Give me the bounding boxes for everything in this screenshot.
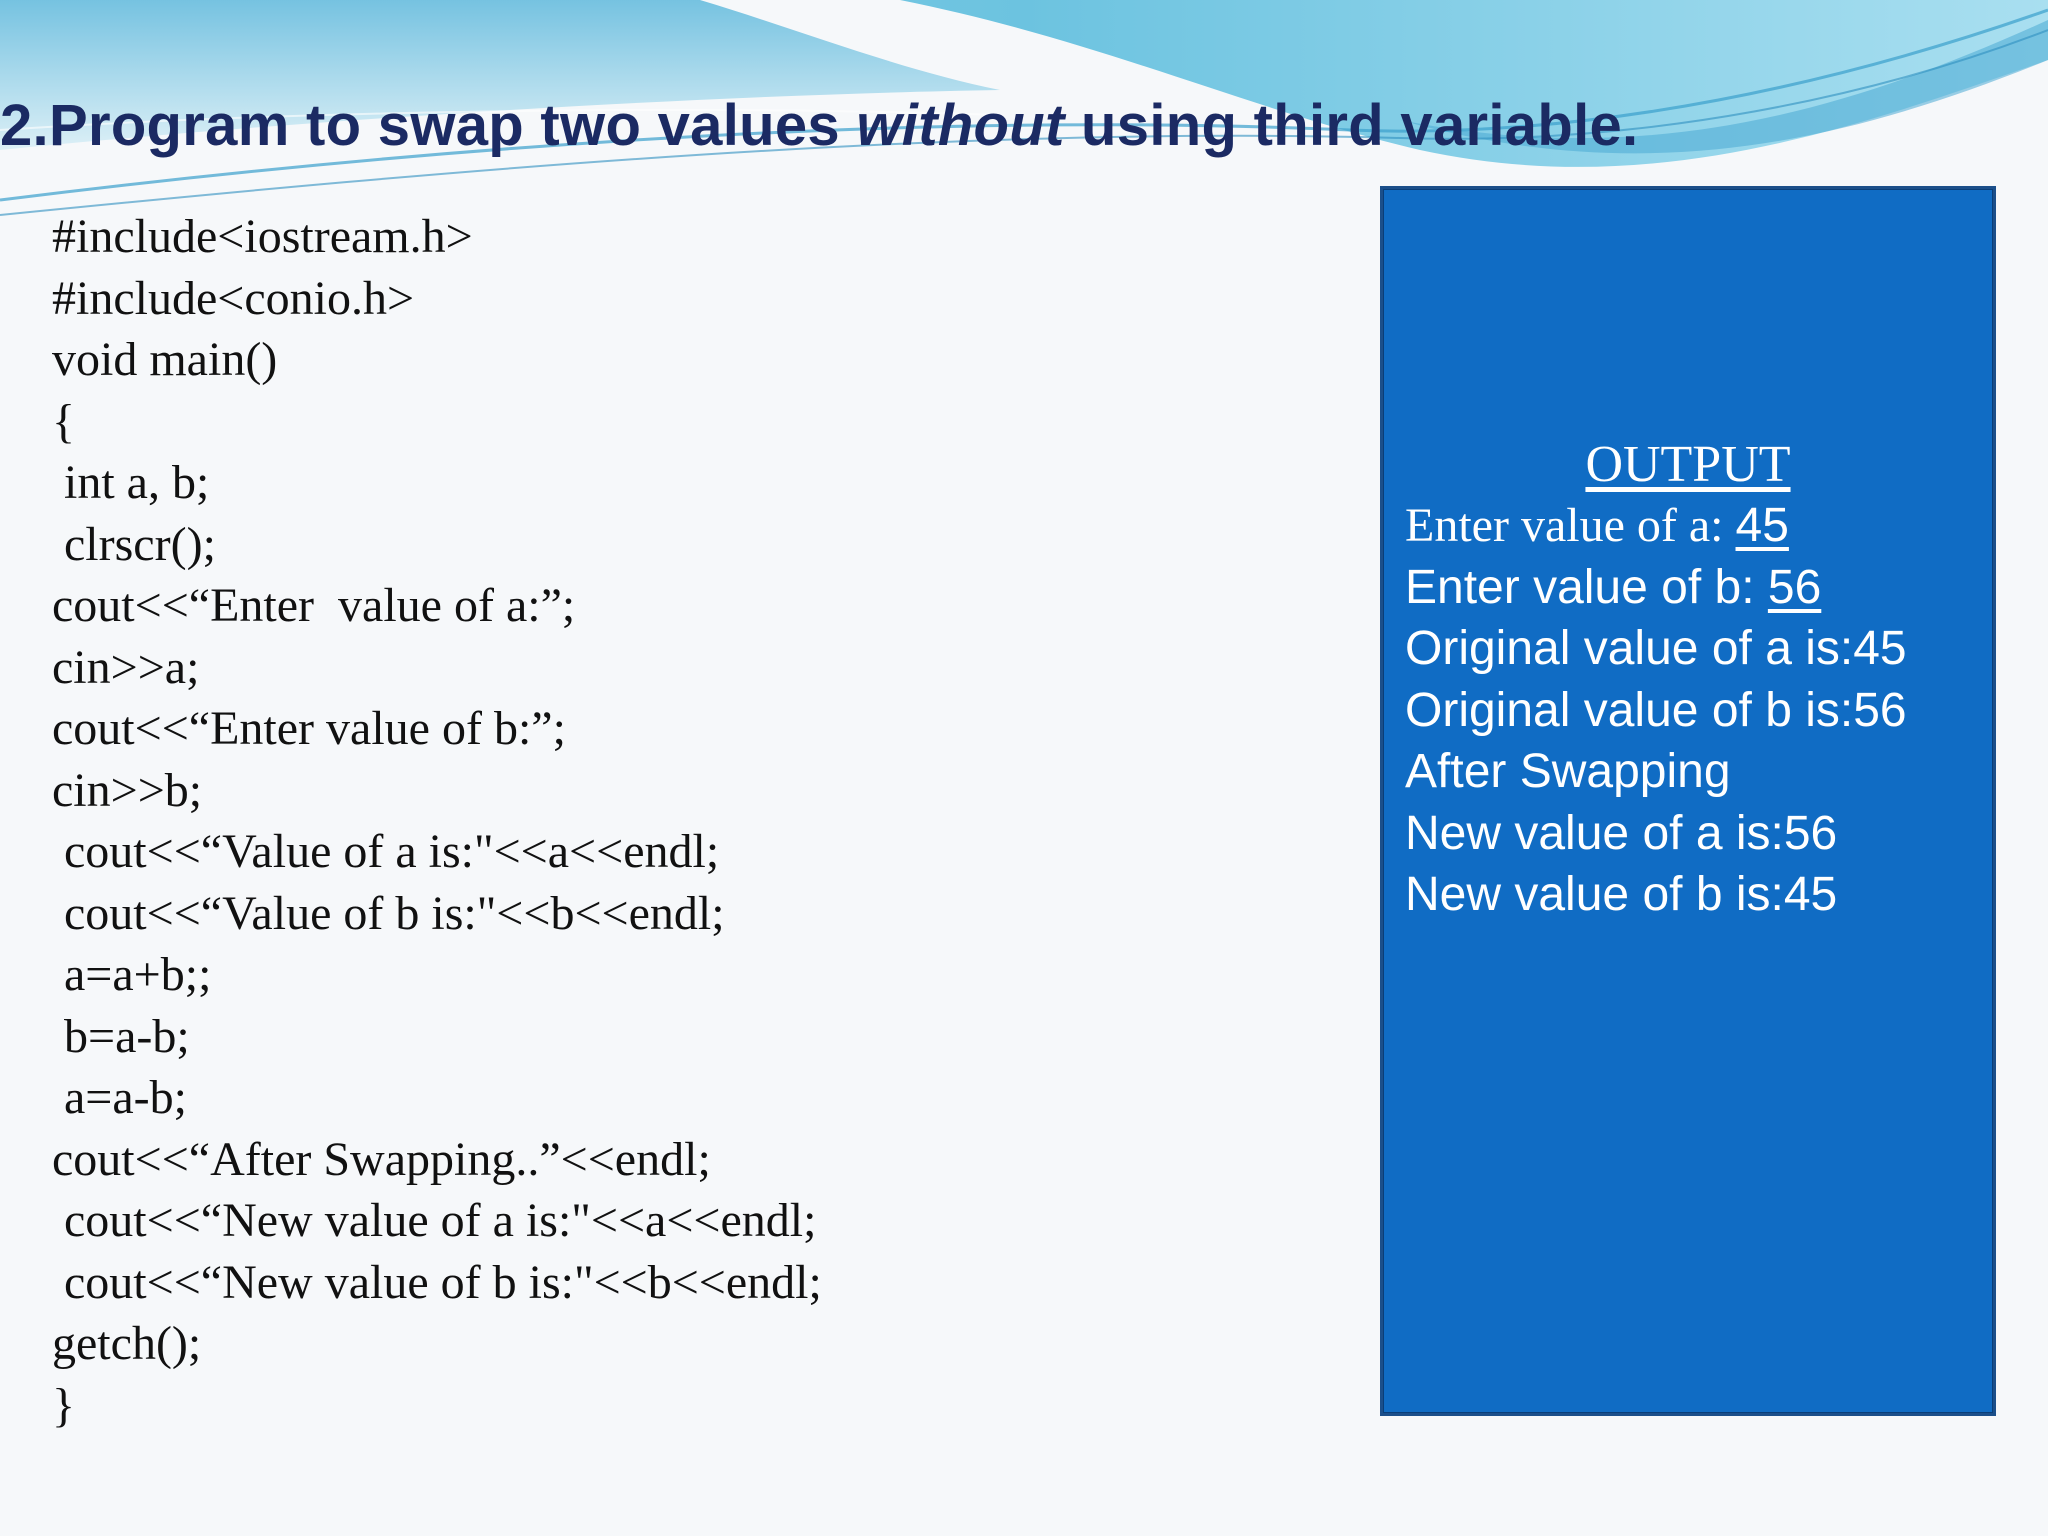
code-line: int a, b;: [52, 456, 210, 509]
output-panel: [1380, 186, 1996, 1416]
code-line: cout<<“Enter value of a:”;: [52, 579, 576, 632]
code-line: cin>>a;: [52, 640, 200, 694]
prompt-b-label: Enter value of b:: [1405, 560, 1768, 614]
output-heading: OUTPUT: [1585, 436, 1791, 493]
input-b-value: 56: [1767, 560, 1822, 614]
slide-title: [0, 92, 1638, 159]
code-line: getch();: [52, 1317, 202, 1370]
output-line: New value of b is:45: [1405, 868, 1838, 921]
input-a-value: 45: [1735, 499, 1789, 552]
code-line: a=a+b;;: [52, 948, 212, 1001]
output-lines: [1405, 495, 1907, 926]
title-emphasis: without: [856, 93, 1065, 158]
code-line: cout<<“New value of b is:"<<b<<endl;: [52, 1255, 822, 1309]
output-line: New value of a is:56: [1405, 806, 1838, 860]
code-listing: [52, 206, 822, 1436]
code-line: cout<<“New value of a is:"<<a<<endl;: [52, 1194, 817, 1247]
output-line: Original value of b is:56: [1405, 683, 1907, 737]
output-prompt-b: [1405, 557, 1907, 619]
code-line: cout<<“Enter value of b:”;: [52, 702, 566, 755]
code-line: void main(): [52, 333, 278, 386]
code-line: b=a-b;: [52, 1009, 190, 1063]
code-line: cout<<“Value of b is:"<<b<<endl;: [52, 886, 725, 940]
output-line: Original value of a is:45: [1405, 622, 1907, 675]
code-line: #include<iostream.h>: [52, 210, 473, 263]
code-line: cout<<“Value of a is:"<<a<<endl;: [52, 825, 720, 878]
code-line: #include<conio.h>: [52, 271, 415, 325]
code-line: clrscr();: [52, 517, 216, 571]
prompt-a-label: Enter value of a:: [1405, 499, 1736, 552]
title-prefix: 2.Program to swap two values: [0, 93, 857, 158]
code-line: {: [52, 394, 76, 448]
code-line: }: [52, 1378, 76, 1432]
code-line: a=a-b;: [52, 1071, 187, 1124]
output-prompt-a: [1405, 495, 1907, 557]
title-suffix: using third variable.: [1064, 93, 1639, 158]
output-line: After Swapping: [1405, 745, 1731, 798]
code-line: cin>>b;: [52, 763, 203, 817]
code-line: cout<<“After Swapping..”<<endl;: [52, 1132, 711, 1186]
